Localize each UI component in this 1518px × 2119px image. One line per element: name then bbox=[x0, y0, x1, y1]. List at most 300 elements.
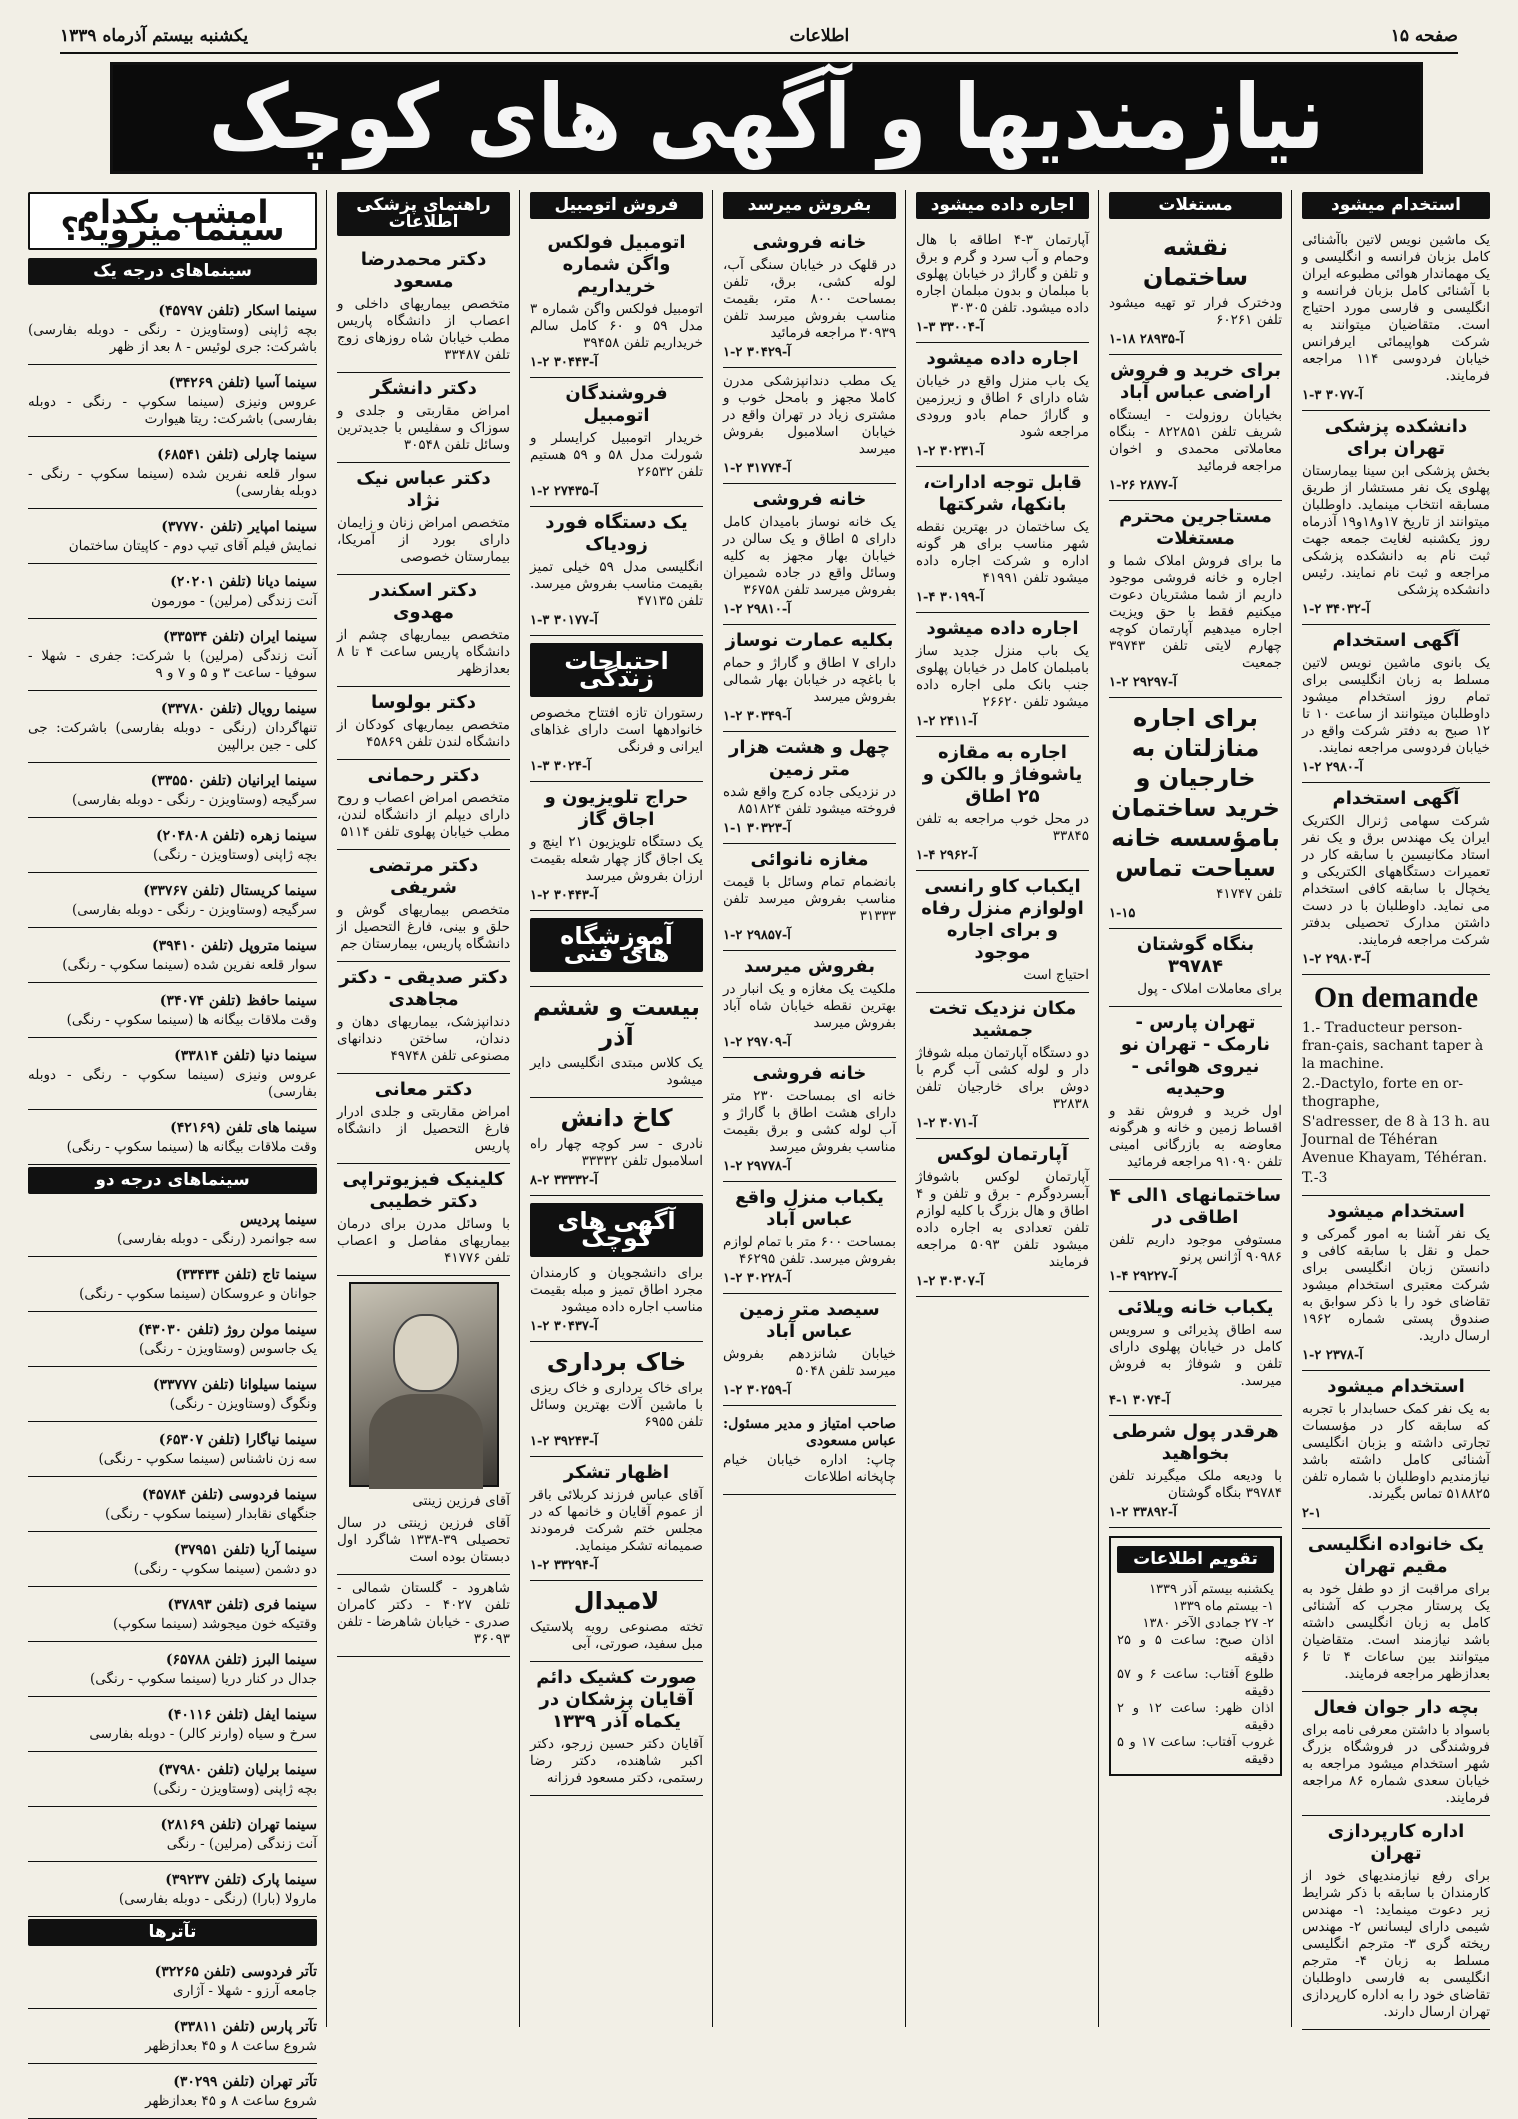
cinema-program: وقت ملاقات بیگانه ها (سینما سکوپ - رنگی) bbox=[66, 1139, 317, 1155]
ad-code: آ-۳۳۲۹۴ ۲-۱ bbox=[530, 1558, 598, 1573]
cinema-listing bbox=[28, 1477, 317, 1532]
classified-ad bbox=[723, 844, 896, 951]
photo-body bbox=[369, 1394, 483, 1489]
cinema-name: سینما چارلی (تلفن ۶۸۵۴۱) bbox=[157, 447, 317, 463]
ad-text: تخته مصنوعی رویه پلاستیک مبل سفید، صورتی، آبی bbox=[530, 1619, 703, 1652]
ad-text: متخصص امراض زنان و زایمان دارای بورد از آمریکا، بیمارستان خصوصی bbox=[337, 515, 510, 565]
classified-ad bbox=[530, 378, 703, 507]
ad-title: برای اجاره منازلتان به خارجیان و خرید ساختمان بامؤسسه خانه سیاحت تماس bbox=[1111, 704, 1280, 882]
ad-text: با ودیعه ملک میگیرند تلفن ۳۹۷۸۴ بنگاه گوشتان bbox=[1109, 1468, 1282, 1501]
classified-ad bbox=[723, 1182, 896, 1294]
cinema-listing bbox=[28, 437, 317, 509]
ad-text: به یک نفر کمک حسابدار با تجربه که سابقه کار در مؤسسات تجارتی داشته و بزبان انگلیسی آشنائی کامل داشته باشد نیازمندیم داوطلبان با شماره تلفن ۵۱۸۸۲۵ تماس بگیرند. bbox=[1302, 1401, 1490, 1502]
ad-title: خانه فروشی bbox=[752, 1063, 867, 1084]
page-folio bbox=[60, 20, 1458, 54]
cinema-name: سینما متروپل (تلفن ۳۹۴۱۰) bbox=[152, 938, 317, 954]
ad-title: مغازه نانوائی bbox=[750, 849, 869, 870]
french-ad-title: On demande bbox=[1313, 981, 1479, 1014]
ad-title: ایکباب کاو رانسی اولوازم منزل رفاه و برای اجاره موجود bbox=[921, 876, 1084, 963]
section-banner: احتیاجات زندگی bbox=[530, 643, 703, 697]
ad-text: متخصص بیماریهای داخلی و اعصاب از دانشگاه پاریس مطب خیابان شاه روزهای زوج تلفن ۳۳۴۸۷ bbox=[337, 296, 510, 363]
ad-title: اجاره داده میشود bbox=[926, 348, 1079, 369]
cinema-name: سینما سیلوانا (تلفن ۳۳۷۷۷) bbox=[152, 1377, 317, 1393]
classified-ad bbox=[337, 575, 510, 687]
ad-title: مستاجرین محترم مستغلات bbox=[1119, 506, 1272, 549]
cinema-program: یک جاسوس (وستاویزن - رنگی) bbox=[139, 1341, 317, 1357]
cinema-listing bbox=[28, 1752, 317, 1807]
ad-text: یک ماشین نویس لاتین باآشنائی کامل بزبان فرانسه و انگلیسی و یک مهماندار هوائی مطبوعه ایران با آشنائی کامل بزبان فرانسه و انگلیسی و فارسی مورد احتیاج است. متقاضیان میتوانند به شرکت هواپیمائی ایرفرانس خیابان فردوسی ۱۱۴ مراجعه فرمایند. bbox=[1302, 232, 1490, 384]
classified-ad bbox=[723, 951, 896, 1058]
second-class-cinemas-heading: سینماهای درجه دو bbox=[28, 1167, 317, 1194]
cinema-name: سینما دنیا (تلفن ۳۳۸۱۴) bbox=[174, 1048, 317, 1064]
ad-title: ساختمانهای ۱الی ۴ اطاقی در bbox=[1109, 1185, 1282, 1228]
cinema-name: سینما اسکار (تلفن ۴۵۷۹۷) bbox=[158, 303, 317, 319]
cinema-program: عروس ونیزی (سینما سکوپ - رنگی - دوبله بفارسی) باشرکت: ریتا هیوارت bbox=[28, 394, 317, 427]
ad-text: برای دانشجویان و کارمندان مجرد اطاق تمیز و مبله بقیمت مناسب اجاره داده میشود bbox=[530, 1265, 703, 1315]
ad-text: متخصص بیماریهای گوش و حلق و بینی، فارغ التحصیل از دانشگاه پاریس، بیمارستان جم bbox=[337, 902, 510, 952]
ad-code: آ-۳۰۱۷۷ ۳-۱ bbox=[530, 613, 598, 628]
ad-code: آ-۲۹۲۲۷ ۴-۱ bbox=[1109, 1269, 1177, 1284]
column-heading: مستغلات bbox=[1109, 192, 1282, 219]
cinema-listing bbox=[28, 365, 317, 437]
ad-text: ملکیت یک مغازه و یک انبار در بهترین نقطه خیابان شاه آباد بفروش میرسد bbox=[723, 981, 896, 1031]
ad-text: آقای فرزین زینتی در سال تحصیلی ۳۹-۱۳۳۸ شاگرد اول دبستان بوده است bbox=[337, 1515, 510, 1565]
cinema-listing bbox=[28, 1367, 317, 1422]
classified-ad bbox=[530, 507, 703, 636]
ad-title: یکباب منزل واقع عباس آباد bbox=[735, 1187, 884, 1230]
issue-date: یکشنبه بیستم آذرماه ۱۳۳۹ bbox=[60, 26, 249, 46]
classified-ad bbox=[916, 343, 1089, 467]
ad-text: انگلیسی مدل ۵۹ خیلی تمیز بقیمت مناسب بفروش میرسد. تلفن ۴۷۱۳۵ bbox=[530, 559, 703, 609]
column-real-estate bbox=[1103, 190, 1288, 2027]
classified-ad bbox=[530, 1662, 703, 1796]
classified-ad bbox=[1109, 1180, 1282, 1292]
ad-code: آ-۳۰۷۴ ۱-۴ bbox=[1109, 1393, 1170, 1408]
ad-code: آ-۲۹۸۰۳ ۲-۱ bbox=[1302, 952, 1370, 967]
masthead-title: نیازمندیها و آگهی های کوچک bbox=[208, 66, 1325, 170]
cinema-name: سینما های تلفن (۴۲۱۶۹) bbox=[170, 1120, 317, 1136]
classified-ad bbox=[723, 484, 896, 625]
ad-code: آ-۲۹۷۷۸ ۲-۱ bbox=[723, 1159, 791, 1174]
classified-ad bbox=[916, 737, 1089, 871]
ad-title: چهل و هشت هزار متر زمین bbox=[729, 737, 890, 780]
column-heading: اجاره داده میشود bbox=[916, 192, 1089, 219]
classified-ad bbox=[723, 732, 896, 844]
ad-title: یکباب خانه ویلائی bbox=[1117, 1297, 1274, 1318]
ad-text: خریدار اتومبیل کرایسلر و شورلت مدل ۵۸ و ۵۹ هستیم تلفن ۲۶۵۳۲ bbox=[530, 430, 703, 480]
cinema-program: عروس ونیزی (سینما سکوپ - رنگی - دوبله بفارسی) bbox=[28, 1067, 317, 1100]
ad-text: یک باب منزل جدید ساز بامبلمان کامل در خیابان پهلوی جنب بانک ملی اجاره داده میشود تلفن ۲۶۶۲۰ bbox=[916, 643, 1089, 710]
ad-text: امراض مقاربتی و جلدی و سوزاک و سفلیس با جدیدترین وسائل تلفن ۳۰۵۴۸ bbox=[337, 403, 510, 453]
cinema-name: سینما امپایر (تلفن ۳۷۷۷۰) bbox=[161, 519, 317, 535]
cinema-program: ونگوگ (وستاویزن - رنگی) bbox=[169, 1396, 317, 1412]
theater-program: شروع ساعت ۸ و ۴۵ بعدازظهر bbox=[145, 2038, 317, 2054]
ad-text: در نزدیکی جاده کرج واقع شده فروخته میشود تلفن ۸۵۱۸۲۴ bbox=[723, 784, 896, 817]
cinema-name: سینما برلیان (تلفن ۳۷۹۸۰) bbox=[158, 1762, 317, 1778]
ad-text: در قلهک در خیابان سنگی آب، لوله کشی، برق، تلفن بمساحت ۸۰۰ متر، بقیمت مناسب بفروش میرسد تلفن ۳۰۹۳۹ مراجعه فرمائید bbox=[723, 257, 896, 341]
paper-name: اطلاعات bbox=[789, 26, 850, 46]
calendar-line: غروب آفتاب: ساعت ۱۷ و ۵ دقیقه bbox=[1117, 1735, 1274, 1767]
ad-code: آ-۳۰۲۲۸ ۲-۱ bbox=[723, 1271, 791, 1286]
classified-ad bbox=[337, 962, 510, 1074]
cinema-name: سینما فری (تلفن ۳۷۸۹۳) bbox=[167, 1597, 317, 1613]
ad-title: اداره کارپردازی تهران bbox=[1327, 1821, 1465, 1864]
cinema-listing bbox=[28, 509, 317, 564]
ad-text: نادری - سر کوچه چهار راه اسلامبول تلفن ۳۳۳۳۲ bbox=[530, 1136, 703, 1169]
ad-title: اظهار تشکر bbox=[563, 1462, 670, 1483]
classified-ad bbox=[1109, 1292, 1282, 1416]
classified-ad bbox=[337, 244, 510, 373]
ad-code: آ-۲۳۷۸ ۲-۱ bbox=[1302, 1348, 1363, 1363]
calendar-box bbox=[1109, 1536, 1282, 1776]
classified-ad bbox=[530, 227, 703, 378]
cinema-name: سینما تاج (تلفن ۳۳۴۳۴) bbox=[175, 1267, 317, 1283]
classified-ad bbox=[530, 782, 703, 911]
ad-title: مکان نزدیک تخت جمشید bbox=[928, 998, 1077, 1041]
theater-listing bbox=[28, 1954, 317, 2009]
cinema-program: سرگیجه (وستاویزن - رنگی - دوبله بفارسی) bbox=[71, 902, 317, 918]
ad-title: دکتر عباس نیک نژاد bbox=[356, 468, 491, 511]
ad-title: بکلیه عمارت نوساز bbox=[725, 630, 894, 651]
ad-title: استخدام میشود bbox=[1327, 1376, 1465, 1397]
ad-text: دو دستگاه آپارتمان مبله شوفاژ دار و لوله کشی آب گرم با دوش برای خارجیان تلفن ۳۲۸۳۸ bbox=[916, 1045, 1089, 1112]
theaters-heading: تآترها bbox=[28, 1919, 317, 1946]
theater-name: تآتر فردوسی (تلفن ۳۲۲۶۵) bbox=[154, 1964, 317, 1980]
classified-ad bbox=[916, 227, 1089, 343]
classified-ad bbox=[530, 636, 703, 782]
ad-code: آ-۲۸۹۳۵ ۱۸-۱ bbox=[1109, 332, 1184, 347]
cinema-listing bbox=[28, 1697, 317, 1752]
cinema-name: سینما رویال (تلفن ۳۳۷۸۰) bbox=[160, 701, 317, 717]
cinema-heading: امشب بکدام سینما میروید؟ bbox=[28, 192, 317, 250]
cinema-listing bbox=[28, 763, 317, 818]
cinema-name: سینما ایران (تلفن ۳۳۵۳۴) bbox=[163, 629, 317, 645]
ad-text: سه اطاق پذیرائی و سرویس کامل در خیابان پهلوی دارای تلفن و شوفاژ به فروش میرسد. bbox=[1109, 1322, 1282, 1389]
classified-ad bbox=[1109, 1416, 1282, 1528]
cinema-listing bbox=[28, 1038, 317, 1110]
ad-text: مستوفی موجود داریم تلفن ۹۰۹۸۶ آژانس پرنو bbox=[1109, 1232, 1282, 1265]
ad-title: لامیدال bbox=[573, 1587, 660, 1615]
ad-text: یک کلاس مبتدی انگلیسی دایر میشود bbox=[530, 1055, 703, 1088]
french-ad-line: T.-3 bbox=[1302, 1170, 1328, 1186]
classified-ad bbox=[337, 463, 510, 575]
ad-code: آ-۳۱۷۷۴ ۲-۱ bbox=[723, 461, 791, 476]
owner-credit: صاحب امتیاز و مدیر مسئول: عباس مسعودی bbox=[723, 1416, 896, 1449]
classified-ad bbox=[337, 1164, 510, 1276]
cinema-program: جدال در کنار دریا (سینما سکوپ - رنگی) bbox=[89, 1671, 317, 1687]
ad-code: آ-۳۰۴۳۷ ۲-۱ bbox=[530, 1319, 598, 1334]
ad-text: یک مطب دندانپزشکی مدرن کاملا مجهز و بامحل خوب و مشتری زیاد در تهران واقع در خیابان اسلامبول بفروش میرسد bbox=[723, 373, 896, 457]
cinema-listing bbox=[28, 983, 317, 1038]
classified-ad bbox=[1302, 1371, 1490, 1529]
classified-ad bbox=[916, 993, 1089, 1139]
classified-ad bbox=[1302, 411, 1490, 625]
ad-title: اجاره داده میشود bbox=[926, 618, 1079, 639]
classified-ad bbox=[723, 227, 896, 368]
cinema-listing bbox=[28, 1110, 317, 1165]
publisher-credits bbox=[723, 1406, 896, 1495]
calendar-line: اذان صبح: ساعت ۵ و ۲۵ دقیقه bbox=[1117, 1633, 1274, 1665]
calendar-line: اذان ظهر: ساعت ۱۲ و ۲ دقیقه bbox=[1117, 1701, 1274, 1733]
ad-text: شرکت سهامی ژنرال الکتریک ایران یک مهندس برق و یک نفر استاد مکانیسین با سابقه کار در تعمیرات دستگاههای الکتریکی و یخچال با سابقه کافی استخدام می نماید. داوطلبان با در دست داشتن مدارک تحصیلی بدفتر شرکت مراجعه فرمایند. bbox=[1302, 813, 1490, 948]
section-banner: آموزشگاه های فنی bbox=[530, 918, 703, 972]
cinema-listing bbox=[28, 873, 317, 928]
ad-text: دندانپزشک، بیماریهای دهان و دندان، ساختن دندانهای مصنوعی تلفن ۴۹۷۴۸ bbox=[337, 1014, 510, 1064]
cinema-program: جنگهای نقابدار (سینما سکوپ - رنگی) bbox=[105, 1506, 317, 1522]
ad-text: خانه ای بمساحت ۲۳۰ متر دارای هشت اطاق با گاراژ و آب لوله کشی و برق بقیمت مناسب بفروش میرسد bbox=[723, 1088, 897, 1155]
cinema-name: سینما کریستال (تلفن ۳۳۷۶۷) bbox=[143, 883, 317, 899]
ad-code: آ-۳۰۳۰۷ ۲-۱ bbox=[916, 1274, 984, 1289]
ad-text: آقایان دکتر حسین زرجو، دکتر اکبر شاهنده، دکتر رضا رستمی، دکتر مسعود فرزانه bbox=[530, 1736, 703, 1786]
ad-text: اتومبیل فولکس واگن شماره ۳ مدل ۵۹ و ۶۰ کامل سالم خریداریم تلفن ۳۹۴۵۸ bbox=[530, 301, 703, 351]
ad-title: هرقدر پول شرطی بخواهید bbox=[1112, 1421, 1279, 1464]
ad-text: آپارتمان لوکس باشوفاژ آبسردوگرم - برق و تلفن و ۴ اطاق و هال بزرگ با کلیه لوازم تلفن تعدادی به اجاره داده میشود تلفن ۵۰۹۳ مراجعه فرمایند bbox=[916, 1169, 1089, 1270]
cinema-listing bbox=[28, 1422, 317, 1477]
calendar-line: ۲- ۲۷ جمادی الآخر ۱۳۸۰ bbox=[1142, 1616, 1274, 1631]
cinema-listing bbox=[28, 1312, 317, 1367]
classified-ad bbox=[530, 1457, 703, 1581]
classified-ad bbox=[1302, 783, 1490, 975]
ad-text: یک خانه نوساز بامیدان کامل دارای ۵ اطاق و یک سالن در خیابان بهار مجهز به کلیه وسائل واقع در جاده شمیران بفروش میرسد تلفن ۳۶۷۵۸ bbox=[723, 514, 897, 598]
classified-ad bbox=[337, 850, 510, 962]
ad-code: آ-۳۰۴۴۳ ۲-۱ bbox=[530, 355, 598, 370]
ad-text: بمساحت ۶۰۰ متر با تمام لوازم بفروش میرسد. تلفن ۴۶۲۹۵ bbox=[723, 1234, 896, 1267]
ad-title: آپارتمان لوکس bbox=[936, 1144, 1069, 1165]
ad-title: حراج تلویزیون و اجاق گاز bbox=[544, 787, 689, 830]
ad-text: بانضمام تمام وسائل با قیمت مناسب بفروش میرسد تلفن ۳۱۳۳۳ bbox=[723, 874, 896, 924]
ad-code: آ-۲۹۷۰۹ ۲-۱ bbox=[723, 1035, 791, 1050]
ad-title: اجاره به مقازه یاشوفاژ و بالکن و ۲۵ اطاق bbox=[922, 742, 1083, 807]
photo-head bbox=[393, 1314, 459, 1392]
ad-text: با وسائل مدرن برای درمان بیماریهای مفاصل و اعصاب تلفن ۴۱۷۷۶ bbox=[337, 1216, 510, 1266]
cinema-program: سرخ و سیاه (وارنر کالر) - دوبله بفارسی bbox=[89, 1726, 317, 1742]
ad-text: امراض مقاربتی و جلدی ادرار فارغ التحصیل از دانشگاه پاریس bbox=[337, 1104, 510, 1154]
ad-code: آ-۳۹۲۴۳ ۲-۱ bbox=[530, 1434, 598, 1449]
ad-code: ۱-۱۵ bbox=[1109, 906, 1136, 921]
ad-text: برای خاک برداری و خاک ریزی با ماشین آلات بهترین وسائل تلفن ۶۹۵۵ bbox=[530, 1380, 703, 1430]
ad-code: آ-۲۸۷۷ ۲۶-۱ bbox=[1109, 478, 1177, 493]
column-for-sale bbox=[717, 190, 902, 2027]
ad-text: ودخترک فرار تو تهیه میشود تلفن ۶۰۲۶۱ bbox=[1109, 295, 1282, 328]
cinema-listing bbox=[28, 1807, 317, 1862]
classified-ad bbox=[530, 1342, 703, 1457]
ad-code: آ-۳۰۳۴۹ ۲-۱ bbox=[723, 709, 791, 724]
ad-code: آ-۲۹۲۹۷ ۲-۱ bbox=[1109, 675, 1177, 690]
ad-title: استخدام میشود bbox=[1327, 1201, 1465, 1222]
section-banner: آگهی های کوچک bbox=[530, 1203, 703, 1257]
ad-text: خیابان شانزدهم بفروش میرسد تلفن ۵۰۴۸ bbox=[723, 1346, 896, 1379]
ad-text: برای رفع نیازمندیهای خود از کارمندان با سابقه با ذکر شرایط زیر دعوت مینماید: ۱- مهندس شیمی دارای لیسانس ۲- مهندس ریخته گری ۳- مترجم انگلیسی مسلط به زبان ۴- مترجم انگلیسی به فارسی داوطلبان تقاضای خود را به اداره کارپردازی تهران ارسال دارند. bbox=[1302, 1868, 1490, 2020]
cinema-program: سه جوانمرد (رنگی - دوبله بفارسی) bbox=[117, 1231, 317, 1247]
ad-title: خاک برداری bbox=[546, 1348, 687, 1376]
ad-text: شاهرود - گلستان شمالی - تلفن ۴۰۲۷ - دکتر کامران صدری - خیابان شاهرضا - تلفن ۳۶۰۹۳ bbox=[337, 1580, 510, 1647]
classified-ad bbox=[916, 613, 1089, 737]
ad-code: آ-۲۴۱۱ ۲-۱ bbox=[916, 714, 977, 729]
classified-ad bbox=[1302, 1816, 1490, 2030]
cinema-name: سینما تهران (تلفن ۲۸۱۶۹) bbox=[160, 1817, 317, 1833]
classified-ad bbox=[530, 1581, 703, 1662]
ad-title: صورت کشیک دائم آقایان پزشکان در یکماه آذر ۱۳۳۹ bbox=[536, 1667, 697, 1732]
classified-ad bbox=[723, 625, 896, 732]
ad-code: آ-۳۰۲۳۱ ۲-۱ bbox=[916, 444, 984, 459]
cinema-program: وقت ملاقات بیگانه ها (سینما سکوپ - رنگی) bbox=[66, 1012, 317, 1028]
theater-name: تآتر تهران (تلفن ۳۰۲۹۹) bbox=[173, 2074, 317, 2090]
cinema-name: سینما ایرانیان (تلفن ۳۳۵۵۰) bbox=[150, 773, 317, 789]
cinema-name: سینما آسیا (تلفن ۳۴۲۶۹) bbox=[168, 375, 317, 391]
classified-ad bbox=[1302, 625, 1490, 783]
cinema-listing bbox=[28, 1862, 317, 1917]
ad-text: یک نفر آشنا به امور گمرکی و حمل و نقل با سابقه کافی و دانستن زبان انگلیسی برای شرکت معتبری استخدام میشود تقاضای خود را با ذکر سوابق به صندوق پستی شماره ۱۹۶۲ ارسال دارید. bbox=[1302, 1226, 1490, 1344]
ad-code: آ-۲۹۸۱۰ ۲-۱ bbox=[723, 602, 791, 617]
ad-code: آ-۲۹۸۰ ۲-۱ bbox=[1302, 760, 1363, 775]
classified-ad bbox=[723, 368, 896, 484]
ad-code: آ-۳۰۴۲۹ ۲-۱ bbox=[723, 345, 791, 360]
ad-code: آ-۳۰۱۹۹ ۴-۱ bbox=[916, 590, 984, 605]
ad-text: اول خرید و فروش نقد و اقساط زمین و خانه و هرگونه معاوضه به بازرگانی امینی تلفن ۹۱۰۹۰ مراجعه فرمائید bbox=[1109, 1103, 1282, 1170]
cinema-listing bbox=[28, 564, 317, 619]
ad-text: برای معاملات املاک - پول bbox=[1137, 981, 1282, 997]
cinema-listing bbox=[28, 293, 317, 365]
column-heading: استخدام میشود bbox=[1302, 192, 1490, 219]
ad-code: آ-۳۳۳۳۲ ۲-۸ bbox=[530, 1173, 598, 1188]
ad-title: آگهی استخدام bbox=[1332, 788, 1460, 809]
ad-text: یک دستگاه تلویزیون ۲۱ اینچ و یک اجاق گاز چهار شعله بقیمت ارزان بفروش میرسد bbox=[530, 834, 703, 884]
classified-ad bbox=[337, 373, 510, 463]
classified-ad bbox=[916, 871, 1089, 993]
theater-listing bbox=[28, 2064, 317, 2119]
column-cars bbox=[524, 190, 709, 2027]
cinema-program: نمایش فیلم آقای تیپ دوم - کاپیتان ساختمان bbox=[68, 538, 317, 554]
column-cinemas bbox=[22, 190, 323, 2109]
ad-text: باسواد با داشتن معرفی نامه برای فروشندگی در فروشگاه بزرگ شهر استخدام میشود مراجعه به خیابان سعدی شماره ۸۶ مراجعه فرمایند. bbox=[1302, 1722, 1490, 1806]
cinema-name: سینما زهره (تلفن ۲۰۴۸۰۸) bbox=[155, 828, 317, 844]
classified-ad bbox=[1302, 1692, 1490, 1816]
cinema-name: سینما پردیس bbox=[239, 1212, 317, 1228]
column-medical bbox=[331, 190, 516, 2027]
masthead-banner bbox=[110, 62, 1423, 174]
ad-text: دارای ۷ اطاق و گاراژ و حمام با باغچه در خیابان بهار شمالی بفروش میرسد bbox=[723, 655, 897, 705]
ad-text: یک بانوی ماشین نویس لاتین مسلط به زبان انگلیسی برای تمام روز استخدام میشود داوطلبان میتوانند از ساعت ۱۰ تا ۱۲ صبح به دفتر شرکت واقع در خیابان فردوسی مراجعه نمایند. bbox=[1302, 655, 1490, 756]
french-classified-ad bbox=[1302, 975, 1490, 1196]
ad-title: برای خرید و فروش اراضی عباس آباد bbox=[1110, 360, 1281, 403]
ad-text: بخیابان روزولت - ایستگاه شریف تلفن ۸۲۲۸۵۱ - بنگاه معاملاتی محمدی و اخوان مراجعه فرمائید bbox=[1109, 407, 1282, 474]
cinema-listing bbox=[28, 1642, 317, 1697]
ad-title: فروشندگان اتومبیل bbox=[565, 383, 668, 426]
ad-code: آ-۳۰۳۲۳ ۱-۱ bbox=[723, 821, 791, 836]
ad-text: برای مراقبت از دو طفل خود به یک پرستار مجرب که آشنائی کامل به زبان انگلیسی داشته باشد نیازمند است. متقاضیان میتوانند بین ساعات ۴ تا ۶ بعدازظهر مراجعه فرمایند. bbox=[1302, 1581, 1491, 1682]
classified-ad bbox=[530, 911, 703, 987]
printer-credit: چاپ: اداره خیابان خیام چاپخانه اطلاعات bbox=[723, 1452, 896, 1485]
ad-text: یک باب منزل واقع در خیابان شاه دارای ۶ اطاق و زیرزمین و گاراژ حمام بادو ورودی مراجعه شود bbox=[916, 373, 1089, 440]
french-ad-line: 2.-Dactylo, forte en or-thographe, bbox=[1302, 1076, 1464, 1110]
classified-ad bbox=[337, 760, 510, 850]
cinema-name: سینما پارک (تلفن ۳۹۲۳۷) bbox=[165, 1872, 317, 1888]
cinema-listing bbox=[28, 619, 317, 691]
ad-title: بیست و ششم آذر bbox=[532, 993, 701, 1051]
classified-ad bbox=[530, 987, 703, 1098]
french-ad-line: S'adresser, de 8 à 13 h. au Journal de Téhéran Avenue Khayam, Téhéran. bbox=[1302, 1114, 1490, 1166]
cinema-program: سوار قلعه نفرین شده (سینما سکوپ - رنگی) bbox=[62, 957, 317, 973]
cinema-program: سه زن ناشناس (سینما سکوپ - رنگی) bbox=[98, 1451, 317, 1467]
ad-title: خانه فروشی bbox=[752, 489, 867, 510]
ad-title: بچه دار جوان فعال bbox=[1313, 1697, 1479, 1718]
classified-ad bbox=[337, 1074, 510, 1164]
cinema-name: سینما دیانا (تلفن ۲۰۲۰۱) bbox=[170, 574, 317, 590]
page-number: صفحه ۱۵ bbox=[1390, 26, 1458, 46]
ad-text: متخصص بیماریهای چشم از دانشگاه پاریس ساعت ۴ تا ۸ بعدازظهر bbox=[337, 627, 510, 677]
classified-ad bbox=[337, 1510, 510, 1575]
cinema-program: آنت زندگی (مرلین) - رنگی bbox=[166, 1836, 317, 1852]
ad-text: متخصص امراض اعصاب و روح دارای دیپلم از دانشگاه لندن، مطب خیابان پهلوی تلفن ۵۱۱۴ bbox=[337, 790, 510, 840]
ad-title: دانشکده پزشکی تهران برای bbox=[1324, 416, 1468, 459]
cinema-listing bbox=[28, 1532, 317, 1587]
ad-title: دکتر اسکندر مهدوی bbox=[370, 580, 477, 623]
ad-title: بفروش میرسد bbox=[744, 956, 875, 977]
classified-ad bbox=[1109, 501, 1282, 698]
cinema-listing bbox=[28, 928, 317, 983]
classified-ad bbox=[1109, 698, 1282, 929]
calendar-heading: تقویم اطلاعات bbox=[1117, 1546, 1274, 1573]
cinema-name: سینما البرز (تلفن ۶۵۷۸۸) bbox=[165, 1652, 317, 1668]
classified-ad bbox=[1109, 355, 1282, 501]
ad-code: آ-۳۳۸۹۲ ۲-۱ bbox=[1109, 1505, 1177, 1520]
ad-title: آگهی استخدام bbox=[1332, 630, 1460, 651]
ad-title: کلینیک فیزیوتراپی دکتر خطیبی bbox=[342, 1169, 505, 1212]
classifieds-grid bbox=[22, 190, 1496, 2109]
first-class-cinemas-heading: سینماهای درجه یک bbox=[28, 258, 317, 285]
ad-text: ما برای فروش املاک شما و اجاره و خانه فروشی موجود داریم از شما مشتریان دعوت میکنیم فقط با حق ویزیت اجاره میدهیم آپارتمان کوچه چهارم لایتی تلفن ۳۹۷۴۳ جمعیت bbox=[1109, 553, 1282, 671]
ad-title: دکتر محمدرضا مسعود bbox=[360, 249, 487, 292]
ad-code: آ-۲۹۶۲ ۴-۱ bbox=[916, 848, 977, 863]
ad-title: سیصد متر زمین عباس آباد bbox=[739, 1299, 880, 1342]
calendar-line: طلوع آفتاب: ساعت ۶ و ۵۷ دقیقه bbox=[1117, 1667, 1274, 1699]
cinema-program: وقتیکه خون میجوشد (سینما سکوپ) bbox=[113, 1616, 317, 1632]
theater-program: جامعه آرزو - شهلا - آژاری bbox=[172, 1983, 317, 1999]
ad-title: یک دستگاه فورد زودیاک bbox=[545, 512, 688, 555]
cinema-listing bbox=[28, 1587, 317, 1642]
theater-listing bbox=[28, 2009, 317, 2064]
cinema-program: سوار قلعه نفرین شده (سینما سکوپ - رنگی - دوبله بفارسی) bbox=[28, 466, 317, 499]
classified-ad bbox=[1302, 1196, 1490, 1371]
ad-title: دکتر رحمانی bbox=[367, 765, 480, 786]
classified-ad bbox=[916, 1139, 1089, 1297]
classified-ad bbox=[916, 467, 1089, 613]
ad-title: بنگاه گوشتان ۳۹۷۸۴ bbox=[1136, 934, 1255, 977]
ad-code: آ-۳۰۴۴۳ ۲-۱ bbox=[530, 888, 598, 903]
column-heading: فروش اتومبیل bbox=[530, 192, 703, 219]
ad-title: نقشه ساختمان bbox=[1142, 233, 1249, 291]
photo-caption: آقای فرزین زینتی bbox=[412, 1493, 510, 1509]
ad-text: یک ساختمان در بهترین نقطه شهر مناسب برای هر گونه اداره و شرکت اجاره داده میشود تلفن ۴۱۹۹۱ bbox=[916, 519, 1089, 586]
classified-ad bbox=[530, 1196, 703, 1342]
theater-program: شروع ساعت ۸ و ۴۵ بعدازظهر bbox=[145, 2093, 317, 2109]
classified-ad bbox=[1109, 227, 1282, 355]
cinema-program: مارولا (بارا) (رنگی - دوبله بفارسی) bbox=[118, 1891, 317, 1907]
classified-ad bbox=[1109, 929, 1282, 1007]
ad-code: آ-۲۹۸۵۷ ۲-۱ bbox=[723, 928, 791, 943]
classified-ad bbox=[1109, 1007, 1282, 1180]
ad-title: دکتر دانشگر bbox=[370, 378, 477, 399]
ad-title: خانه فروشی bbox=[752, 232, 867, 253]
ad-text: احتیاج است bbox=[1023, 967, 1089, 983]
ad-text: بخش پزشکی ابن سینا بیمارستان پهلوی یک نفر مستشار از طریق مسابقه انتخاب مینماید. داوطلبان میتوانند از تاریخ ۱۷و۱۸و۱۹ آذرماه روز یکشنبه لغایت جمعه جهت ثبت نام به دانشکده پزشکی مراجعه و ثبت نام نمایند. رئیس دانشکده پزشکی bbox=[1302, 463, 1490, 598]
ad-title: دکتر صدیقی - دکتر مجاهدی bbox=[339, 967, 508, 1010]
ad-code: آ-۳۰۲۵۹ ۲-۱ bbox=[723, 1383, 791, 1398]
cinema-name: سینما مولن روژ (تلفن ۴۳۰۳۰) bbox=[137, 1322, 317, 1338]
cinema-program: سرگیجه (وستاویزن - رنگی - دوبله بفارسی) bbox=[71, 792, 317, 808]
cinema-listing bbox=[28, 1257, 317, 1312]
cinema-program: بچه ژاپنی (وستاویزن - رنگی) bbox=[153, 847, 317, 863]
